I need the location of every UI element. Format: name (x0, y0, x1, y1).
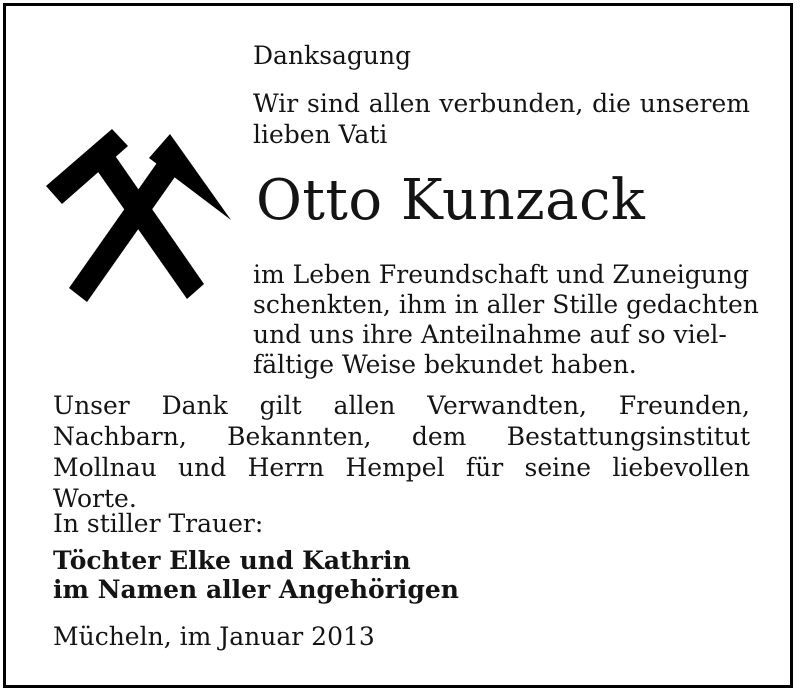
intro-text: Wir sind allen verbunden, die unserem lieben Vati (253, 89, 750, 149)
obituary-notice (3, 3, 793, 688)
body-line: im Leben Freundschaft und Zuneigung (253, 260, 749, 289)
place-date: Mücheln, im Januar 2013 (53, 622, 375, 651)
body-line: und uns ihre Anteilnahme auf so viel- (253, 320, 727, 349)
body-line: fältige Weise bekundet haben. (253, 350, 637, 379)
heading: Danksagung (253, 41, 412, 70)
body-line: schenkten, ihm in aller Stille gedachten (253, 290, 759, 319)
mourner-line: im Namen aller Angehörigen (53, 575, 459, 604)
mourner-line: Töchter Elke und Kathrin (53, 546, 411, 575)
deceased-name: Otto Kunzack (256, 168, 646, 233)
mourning-intro: In stiller Trauer: (53, 509, 264, 538)
crossed-hammers-icon (42, 126, 232, 302)
thanks-paragraph: Unser Dank gilt allen Verwandten, Freunden, Nachbarn, Bekannten, dem Bestattungsinstitut Mollnau und Herrn Hempel für seine liebevollen Worte. (53, 391, 750, 513)
